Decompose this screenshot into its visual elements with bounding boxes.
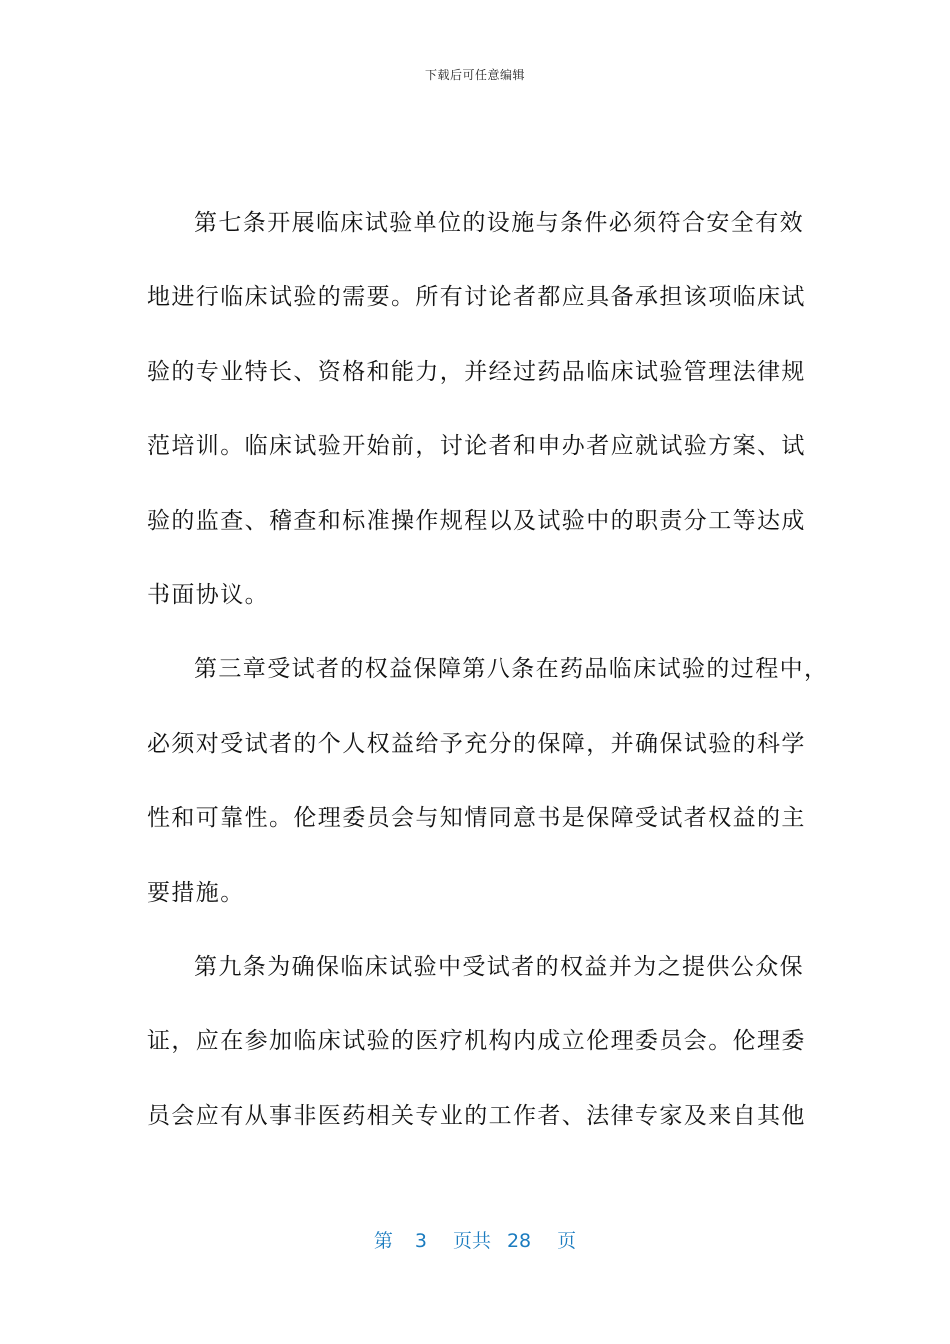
header-note: 下载后可任意编辑 bbox=[424, 68, 525, 82]
text-line-7: 第三章受试者的权益保障第八条在药品临床试验的过程中， bbox=[194, 656, 829, 683]
text-line-5: 验的监查、稽查和标准操作规程以及试验中的职责分工等达成 bbox=[147, 507, 806, 534]
text-line-9: 性和可靠性。伦理委员会与知情同意书是保障受试者权益的主 bbox=[147, 805, 806, 832]
text-line-13: 员会应有从事非医药相关专业的工作者、法律专家及来自其他 bbox=[147, 1102, 806, 1129]
text-line-11: 第九条为确保临床试验中受试者的权益并为之提供公众保 bbox=[194, 953, 804, 980]
text-line-10: 要措施。 bbox=[147, 879, 245, 906]
text-line-8: 必须对受试者的个人权益给予充分的保障，并确保试验的科学 bbox=[147, 730, 806, 757]
footer-prefix: 第 bbox=[373, 1230, 393, 1252]
footer-suffix: 页 bbox=[557, 1230, 577, 1252]
footer-middle: 页共 bbox=[452, 1230, 491, 1252]
footer-total-pages: 28 bbox=[506, 1230, 532, 1252]
text-line-1: 第七条开展临床试验单位的设施与条件必须符合安全有效 bbox=[194, 210, 804, 236]
page-footer bbox=[0, 1226, 950, 1253]
text-line-12: 证，应在参加临床试验的医疗机构内成立伦理委员会。伦理委 bbox=[147, 1028, 806, 1055]
text-line-6: 书面协议。 bbox=[147, 581, 269, 608]
document-body bbox=[147, 186, 829, 1153]
text-line-3: 验的专业特长、资格和能力，并经过药品临床试验管理法律规 bbox=[147, 358, 806, 385]
text-line-2: 地进行临床试验的需要。所有讨论者都应具备承担该项临床试 bbox=[147, 284, 806, 311]
text-line-4: 范培训。临床试验开始前，讨论者和申办者应就试验方案、试 bbox=[147, 433, 806, 460]
footer-current-page: 3 bbox=[414, 1230, 427, 1252]
